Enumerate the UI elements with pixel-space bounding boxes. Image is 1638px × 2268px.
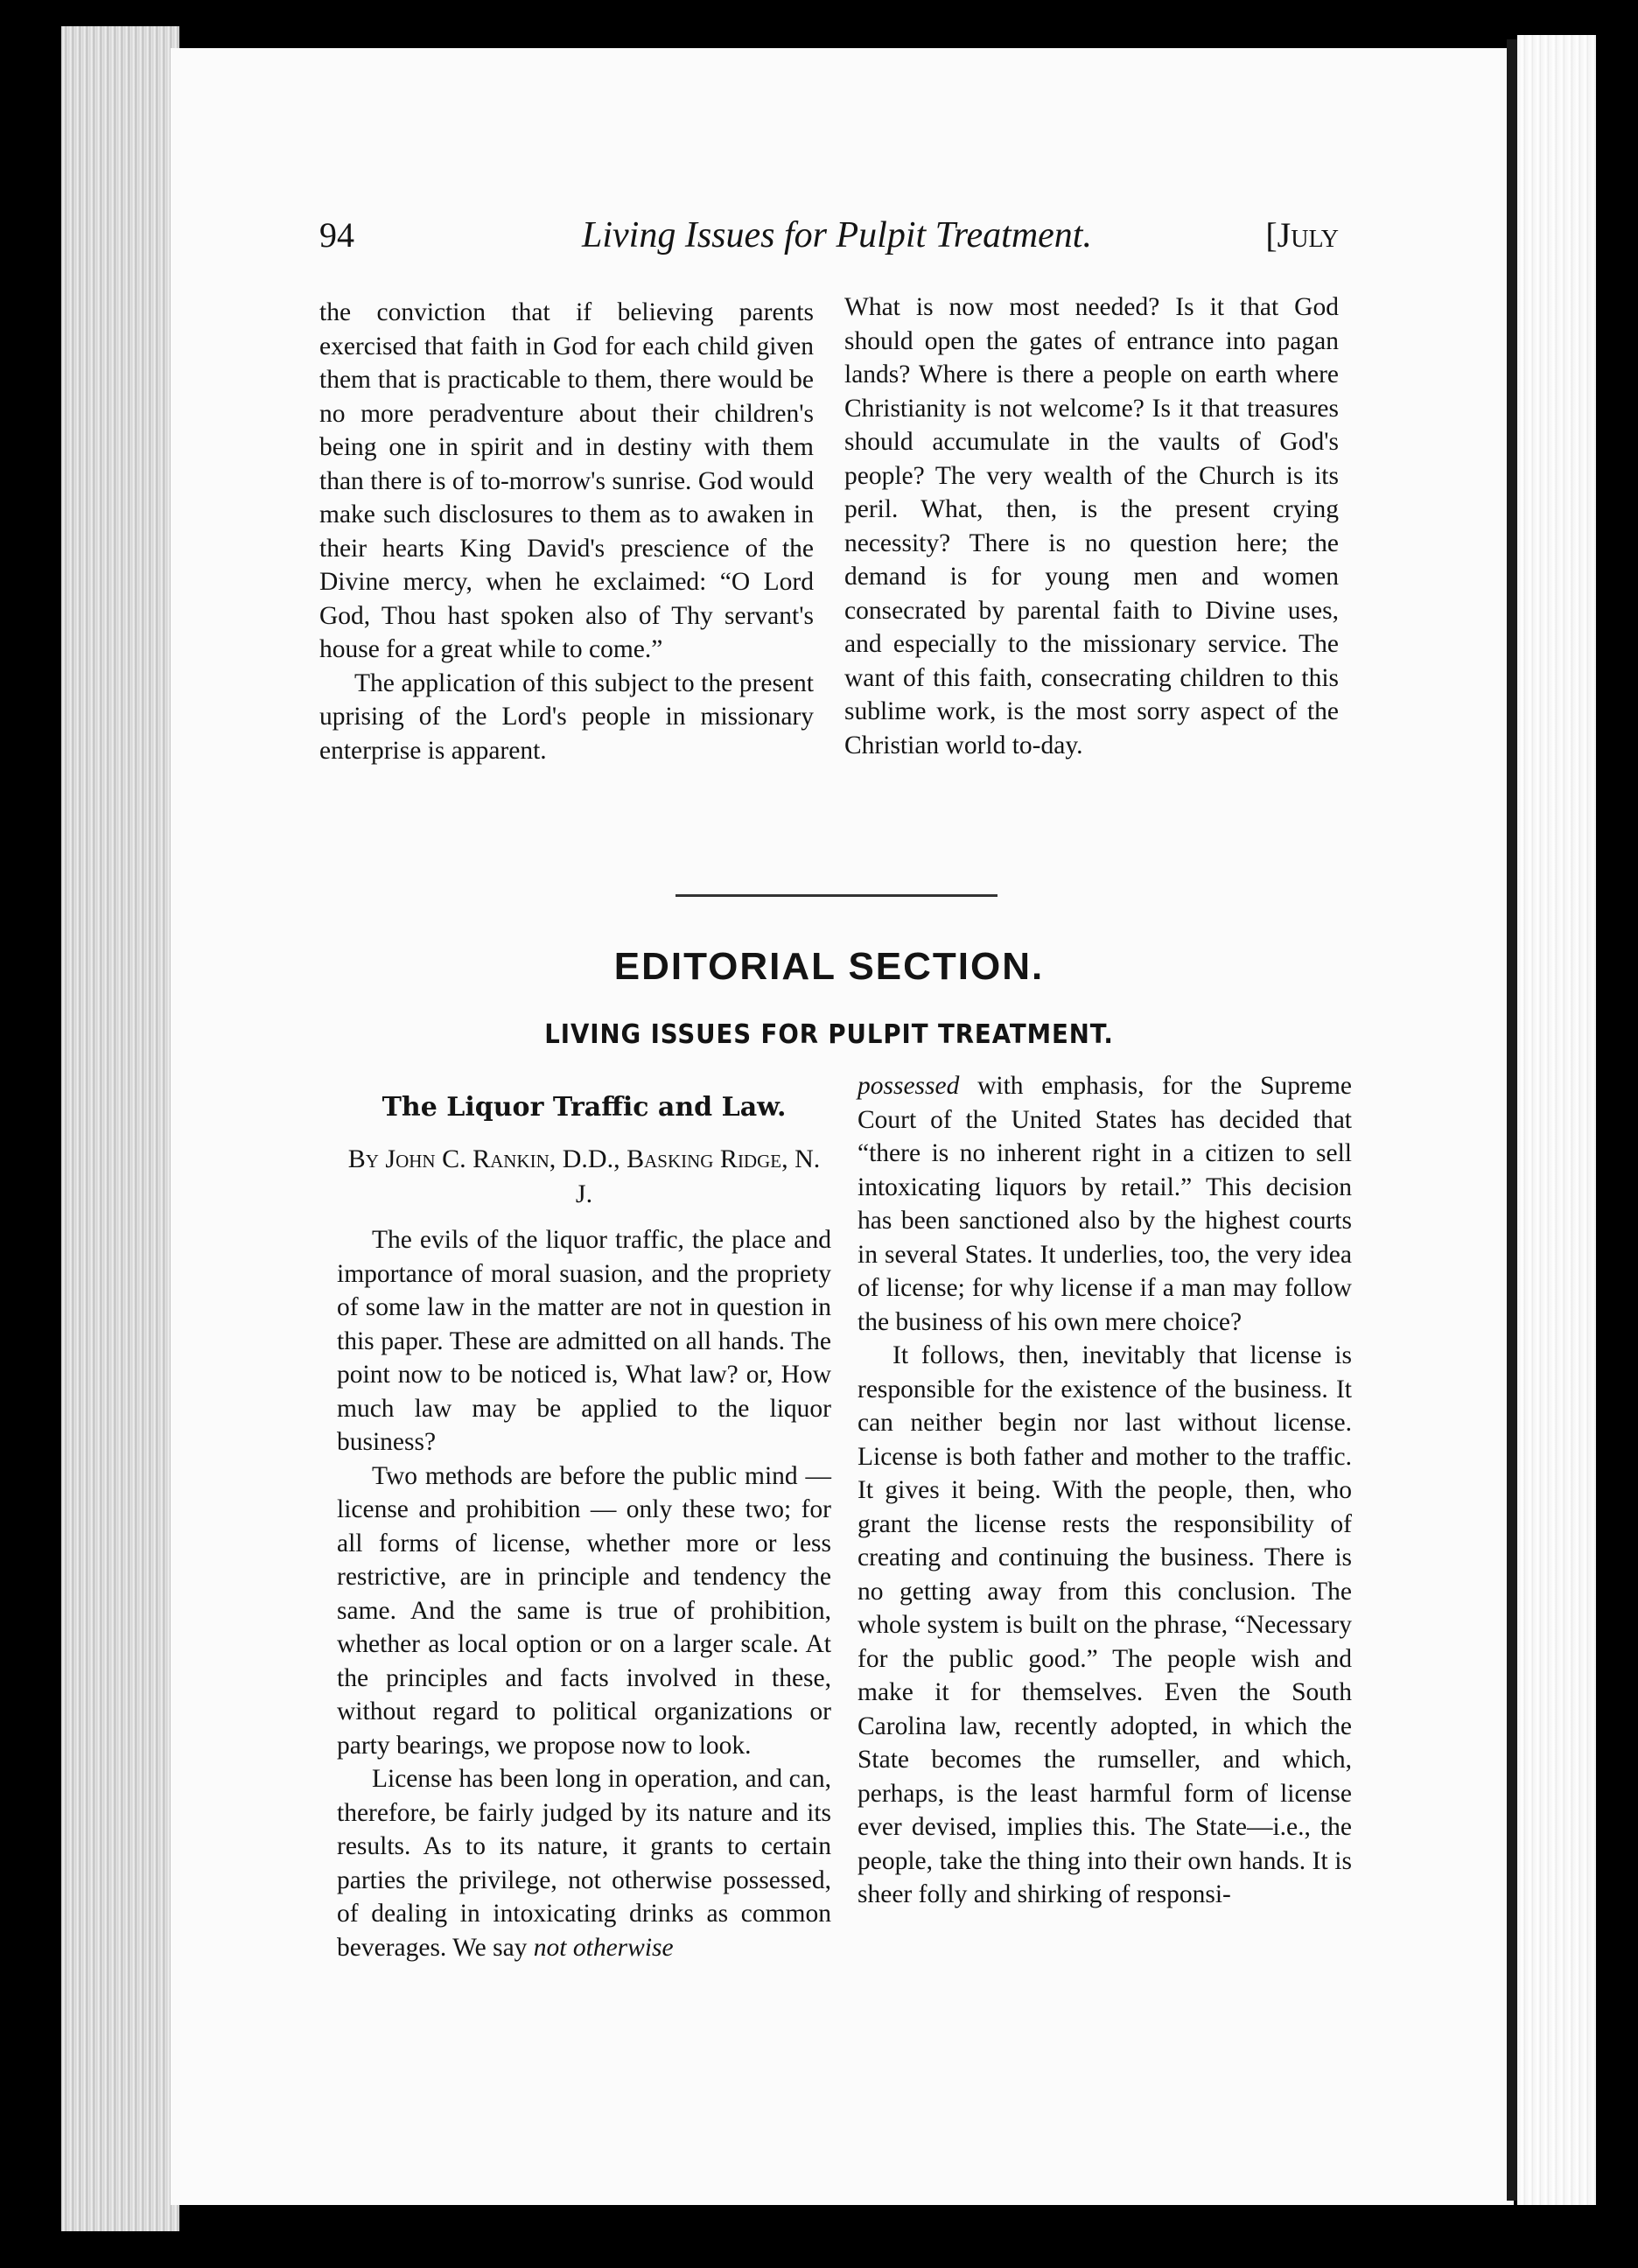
paragraph-text: License has been long in operation, and can, therefore, be fairly judged by its nature and its results. As to its nature, it grants to certain parties the privilege, not otherwise possessed, of dealing in intoxicating drinks as common beverages. We say	[337, 1765, 831, 1962]
running-month: [July	[1265, 215, 1339, 255]
emphasis-text: possessed	[858, 1072, 960, 1100]
paragraph: It follows, then, inevitably that license is responsible for the existence of the business. It can neither begin nor last without license. License is both father and mother to the traffic. It gives it being. With the people, then, who grant the license rests the responsibility of creating and continuing the business. There is no getting away from this conclusion. The whole system is built on the phrase, “Necessary for the public good.” The people wish and make it for themselves. Even the South Carolina law, recently adopted, in which the State becomes the rumseller, and which, perhaps, is the least harmful form of license ever devised, implies this. The State—i.e., the people, take the thing into their own hands. It is sheer folly and shirking of responsi-	[858, 1341, 1352, 1908]
adjacent-page-edge	[1517, 35, 1596, 2205]
running-head	[319, 214, 1339, 267]
page-gutter-shadow	[1507, 39, 1517, 2201]
section-divider	[676, 894, 998, 897]
article-title: The Liquor Traffic and Law.	[382, 1092, 787, 1123]
page-number: 94	[319, 215, 354, 255]
paragraph: Two methods are before the public mind — license and prohibition — only these two; for all forms of license, whether more or less restrictive, are in principle and tendency the same. And the same is true of prohibition, whether as local option or on a larger scale. At the principles and facts involved in these, without regard to political organizations or party bearings, we propose now to look.	[337, 1461, 831, 1760]
emphasis-text: not otherwise	[533, 1933, 674, 1962]
paragraph: The application of this subject to the present uprising of the Lord's people in missionary enterprise is apparent.	[319, 668, 814, 765]
paragraph	[858, 1069, 1352, 1339]
paragraph: What is now most needed? Is it that God should open the gates of entrance into pagan lands? Where is there a people on earth where Christianity is not welcome? Is it that treasures should accumulate in the vaults of God's people? The very wealth of the Church is its peril. What, then, is the present crying necessity? There is no question here; the demand is for young men and women consecrated by parental faith to Divine uses, and especially to the missionary service. The want of this faith, consecrating children to this sublime work, is the most sorry aspect of the Christian world to-day.	[844, 293, 1339, 760]
book-binding-edge	[61, 26, 179, 2231]
paragraph-text: with emphasis, for the Supreme Court of the United States has decided that “there is no inherent right in a citizen to sell intoxicating liquors by retail.” This decision has been sanctioned also by the highest courts in several States. It underlies, too, the very idea of license; for why license if a man may follow the business of his own mere choice?	[858, 1072, 1352, 1336]
paragraph: The evils of the liquor traffic, the place and importance of moral suasion, and the propriety of some law in the matter are not in question in this paper. These are admitted on all hands. The point now to be noticed is, What law? or, How much law may be applied to the liquor business?	[337, 1226, 831, 1456]
subsection-title: LIVING ISSUES FOR PULPIT TREATMENT.	[544, 1019, 1114, 1050]
running-title: Living Issues for Pulpit Treatment.	[582, 215, 1092, 256]
section-title: EDITORIAL SECTION.	[613, 945, 1045, 988]
top-right-column	[844, 290, 1339, 762]
top-left-column	[319, 296, 814, 767]
bottom-right-column	[858, 1069, 1352, 1912]
paragraph	[337, 1762, 831, 1964]
bottom-left-column	[337, 1223, 831, 1964]
paragraph: the conviction that if believing parents exercised that faith in God for each child given them that is practicable to them, there would be no more peradventure about their children's being one in spirit and in destiny with them than there is of to-morrow's sunrise. God would make such disclosures to them as to awaken in their hearts King David's prescience of the Divine mercy, when he exclaimed: “O Lord God, Thou hast spoken also of Thy servant's house for a great while to come.”	[319, 298, 814, 663]
article-byline: By John C. Rankin, D.D., Basking Ridge, N. J.	[347, 1144, 821, 1208]
